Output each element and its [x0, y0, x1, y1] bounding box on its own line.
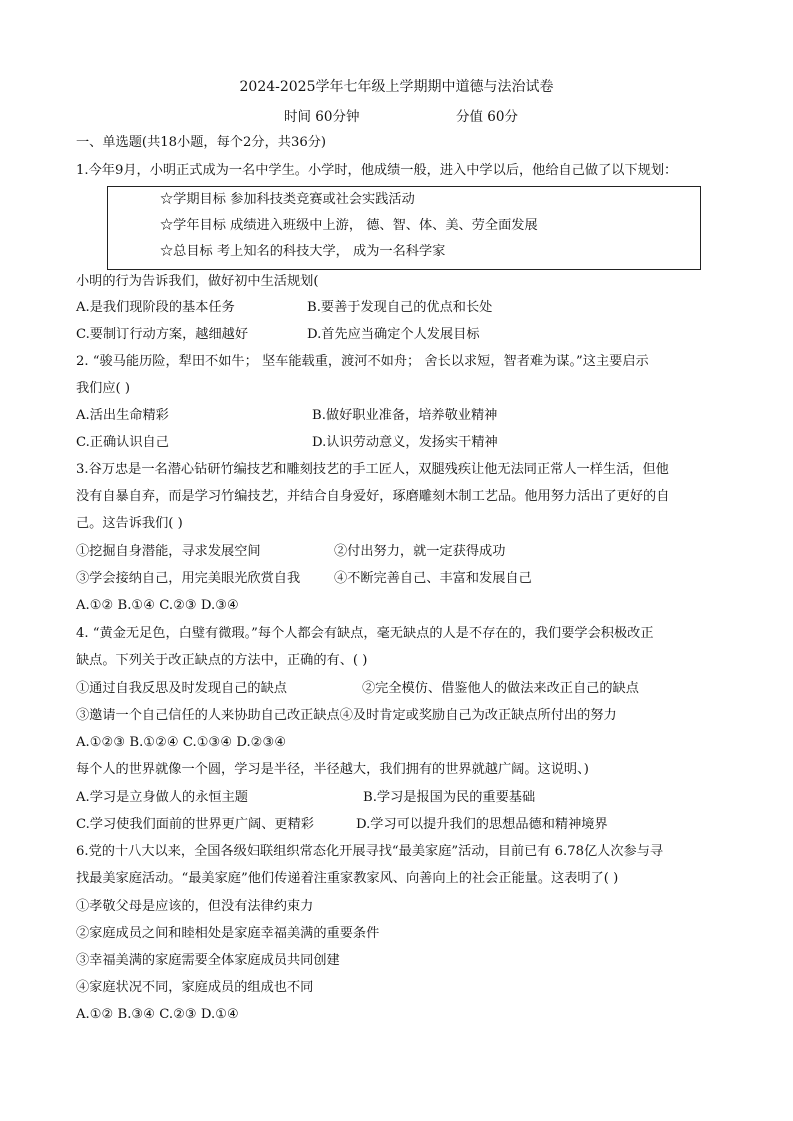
section-heading: 一、单选题(共18小题，每个2分，共36分) [76, 135, 327, 150]
exam-score: 分值 60分 [456, 109, 518, 125]
q2-option-b: B.做好职业准备，培养敬业精神 [312, 408, 498, 423]
q1-plan-line: ☆总目标 考上知名的科技大学， 成为一名科学家 [160, 244, 446, 259]
q3-statement-1: ①挖掘自身潜能，寻求发展空间 [76, 544, 261, 559]
q6-statement-1: ①孝敬父母是应该的，但没有法律约束力 [76, 899, 314, 914]
q3-statement-3: ③学会接纳自己，用完美眼光欣赏自我 [76, 571, 301, 586]
q1-plan-line: ☆学年目标 成绩进入班级中上游， 德、智、体、美、劳全面发展 [160, 218, 538, 233]
q2-stem-cont: 我们应( ) [76, 381, 131, 396]
q6-statement-2: ②家庭成员之间和睦相处是家庭幸福美满的重要条件 [76, 926, 380, 941]
q6-stem-cont: 找最美家庭活动。“最美家庭”他们传递着注重家教家风、向善向上的社会正能量。这表明了( ) [76, 871, 619, 886]
q3-statement-4: ④不断完善自己、丰富和发展自己 [334, 571, 532, 586]
q5-option-b: B.学习是报国为民的重要基础 [363, 790, 536, 805]
q3-stem: 3.谷万忠是一名潜心钻研竹编技艺和雕刻技艺的手工匠人，双腿残疾让他无法同正常人一样生活，但他 [76, 462, 669, 477]
q2-option-a: A.活出生命精彩 [76, 408, 169, 423]
q4-stem: 4. “黄金无足色，白璧有微瑕。”每个人都会有缺点，毫无缺点的人是不存在的，我们要学会积极改正 [76, 626, 654, 641]
q3-stem-cont: 己。这告诉我们( ) [76, 516, 183, 531]
q2-option-c: C.正确认识自己 [76, 435, 169, 450]
q5-option-c: C.学习使我们面前的世界更广阔、更精彩 [76, 817, 314, 832]
exam-title: 2024-2025学年七年级上学期期中道德与法治试卷 [239, 79, 554, 95]
q3-stem-cont: 没有自暴自弃，而是学习竹编技艺，并结合自身爱好，琢磨雕刻木制工艺品。他用努力活出了更好的自 [76, 489, 670, 504]
q4-statement-3-4: ③邀请一个自己信任的人来协助自己改正缺点④及时肯定或奖励自己为改正缺点所付出的努力 [76, 708, 617, 723]
q1-option-d: D.首先应当确定个人发展目标 [307, 327, 480, 342]
q6-options: A.①② B.③④ C.②③ D.①④ [76, 1007, 239, 1022]
q6-stem: 6.党的十八大以来，全国各级妇联组织常态化开展寻找“最美家庭”活动，目前已有 6.78亿人次参与寻 [76, 844, 664, 859]
q2-stem: 2. “骏马能历险，犁田不如牛； 坚车能载重，渡河不如舟； 舍长以求短，智者难为谋。”这主要启示 [76, 354, 649, 369]
q5-option-a: A.学习是立身做人的永恒主题 [76, 790, 248, 805]
q4-statement-2: ②完全模仿、借鉴他人的做法来改正自己的缺点 [362, 681, 639, 696]
q1-stem: 1.今年9月，小明正式成为一名中学生。小学时，他成绩一般，进入中学以后，他给自己做了以下规划： [76, 163, 678, 178]
q2-option-d: D.认识劳动意义，发扬实干精神 [312, 435, 498, 450]
q3-statement-2: ②付出努力，就一定获得成功 [334, 544, 506, 559]
q4-stem-cont: 缺点。下列关于改正缺点的方法中，正确的有、( ) [76, 653, 368, 668]
exam-time: 时间 60分钟 [284, 109, 360, 125]
q1-prompt: 小明的行为告诉我们，做好初中生活规划( [76, 274, 319, 289]
q5-option-d: D.学习可以提升我们的思想品德和精神境界 [356, 817, 608, 832]
q5-stem: 每个人的世界就像一个圆，学习是半径，半径越大，我们拥有的世界就越广阔。这说明、) [76, 762, 589, 777]
q6-statement-3: ③幸福美满的家庭需要全体家庭成员共同创建 [76, 953, 340, 968]
q4-statement-1: ①通过自我反思及时发现自己的缺点 [76, 681, 287, 696]
q4-options: A.①②③ B.①②④ C.①③④ D.②③④ [76, 735, 287, 750]
q1-option-c: C.要制订行动方案，越细越好 [76, 327, 249, 342]
q6-statement-4: ④家庭状况不同，家庭成员的组成也不同 [76, 980, 314, 995]
q3-options: A.①② B.①④ C.②③ D.③④ [76, 598, 239, 613]
q1-option-b: B.要善于发现自己的优点和长处 [307, 300, 493, 315]
q1-option-a: A.是我们现阶段的基本任务 [76, 300, 235, 315]
q1-plan-box [107, 186, 701, 270]
q1-plan-line: ☆学期目标 参加科技类竞赛或社会实践活动 [160, 192, 415, 207]
